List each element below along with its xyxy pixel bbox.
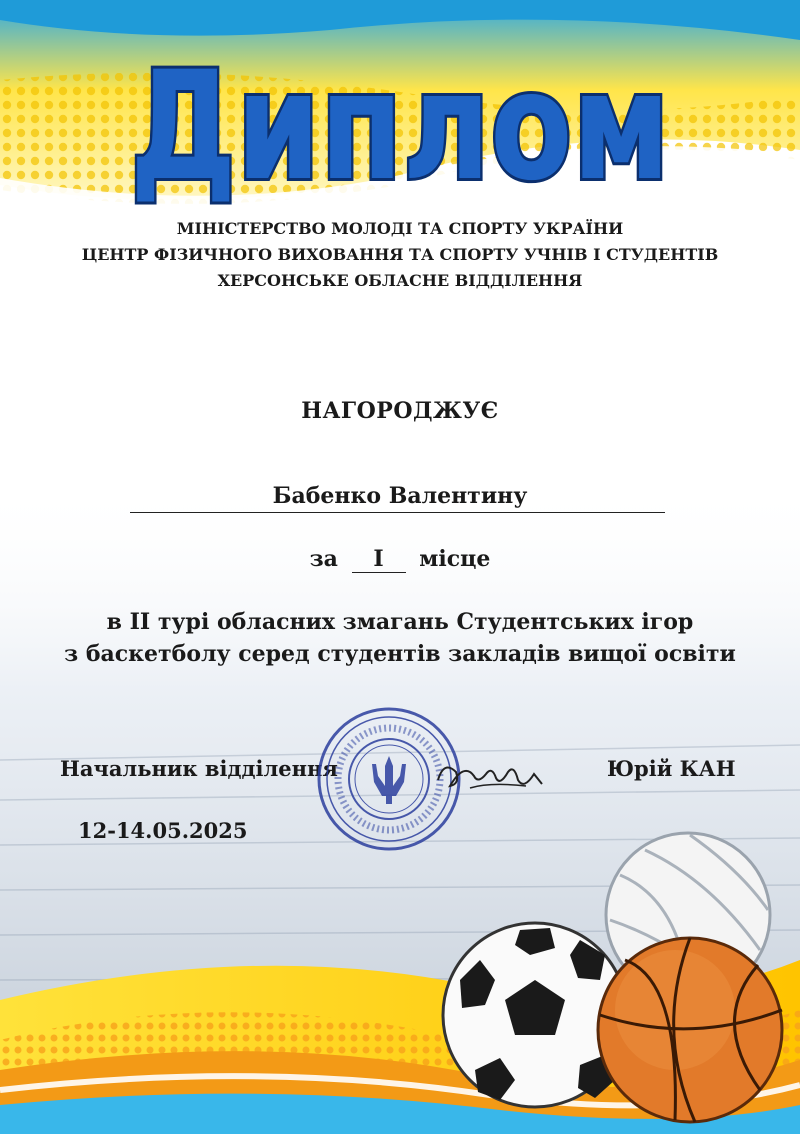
recipient-underline [130,512,665,513]
basketball-icon [598,938,782,1122]
place-value: I [352,546,406,573]
sports-balls-icon [440,830,790,1130]
signature-icon [430,750,550,800]
org-line-2: ЦЕНТР ФІЗИЧНОГО ВИХОВАННЯ ТА СПОРТУ УЧНІВ І СТУДЕНТІВ [81,245,719,264]
awards-label: НАГОРОДЖУЄ [301,398,499,424]
description-line-2: з баскетболу серед студентів закладів вищої освіти [64,641,736,667]
signatory-name: Юрій КАН [607,756,736,781]
signatory-position: Начальник відділення [60,756,338,781]
diploma-title [120,30,680,214]
description-line-1: в ІІ турі обласних змагань Студентських ігор [106,609,694,635]
diploma-title-text: Диплом [130,40,670,214]
place-prefix: за [309,546,338,572]
org-line-1: МІНІСТЕРСТВО МОЛОДІ ТА СПОРТУ УКРАЇНИ [176,219,624,238]
diploma-date: 12-14.05.2025 [78,818,248,843]
place-row [0,546,800,573]
place-suffix: місце [419,546,491,572]
trident-icon [372,756,406,804]
recipient-name: Бабенко Валентину [272,483,528,509]
org-line-3: ХЕРСОНСЬКЕ ОБЛАСНЕ ВІДДІЛЕННЯ [217,271,583,290]
